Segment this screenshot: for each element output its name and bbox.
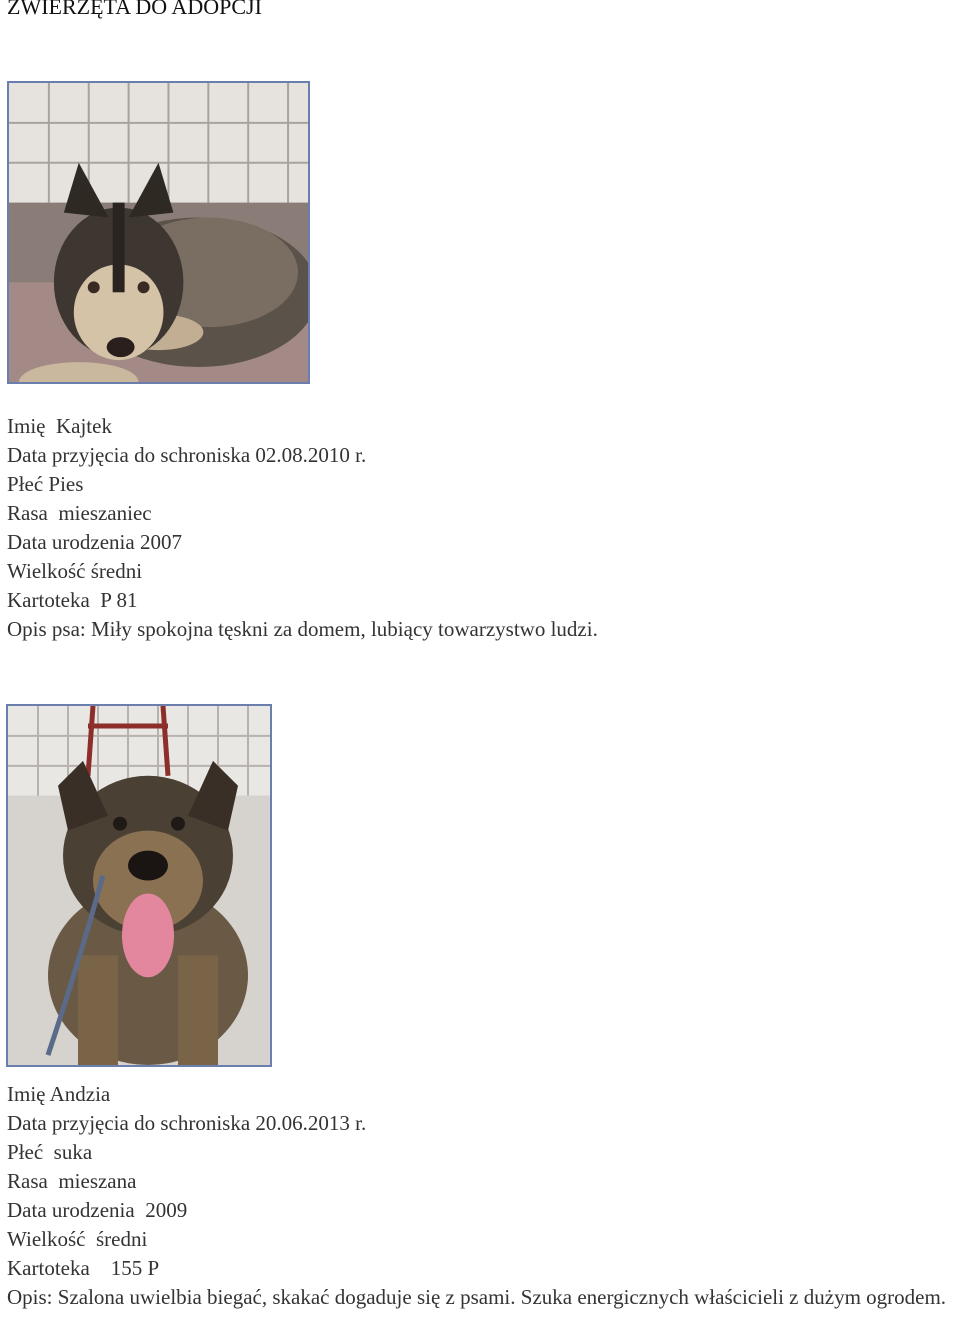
info-row-description: Opis: Szalona uwielbia biegać, skakać dogaduje się z psami. Szuka energicznych właścicieli z dużym ogrodem. — [7, 1285, 947, 1309]
info-row-intake-date: Data przyjęcia do schroniska 20.06.2013 r. — [7, 1111, 367, 1135]
info-row-size: Wielkość średni — [7, 1227, 148, 1251]
dog-photo-image — [8, 706, 270, 1065]
animal-info-kajtek — [7, 412, 598, 644]
info-row-description: Opis psa: Miły spokojna tęskni za domem, lubiący towarzystwo ludzi. — [7, 617, 598, 641]
info-row-breed: Rasa mieszaniec — [7, 501, 152, 525]
info-row-sex: Płeć suka — [7, 1140, 93, 1164]
info-row-sex: Płeć Pies — [7, 472, 84, 496]
info-row-breed: Rasa mieszana — [7, 1169, 137, 1193]
info-row-size: Wielkość średni — [7, 559, 143, 583]
animal-info-andzia — [7, 1080, 960, 1312]
dog-photo-image — [9, 83, 308, 382]
info-row-birth-date: Data urodzenia 2009 — [7, 1198, 188, 1222]
dog-photo-andzia — [6, 704, 272, 1067]
dog-photo-kajtek — [7, 81, 310, 384]
page-title: ZWIERZĘTA DO ADOPCJI — [7, 0, 262, 19]
info-row-intake-date: Data przyjęcia do schroniska 02.08.2010 r. — [7, 443, 367, 467]
info-row-file: Kartoteka 155 P — [7, 1256, 160, 1280]
info-row-name: Imię Kajtek — [7, 414, 112, 438]
info-row-file: Kartoteka P 81 — [7, 588, 138, 612]
info-row-name: Imię Andzia — [7, 1082, 111, 1106]
info-row-birth-date: Data urodzenia 2007 — [7, 530, 182, 554]
